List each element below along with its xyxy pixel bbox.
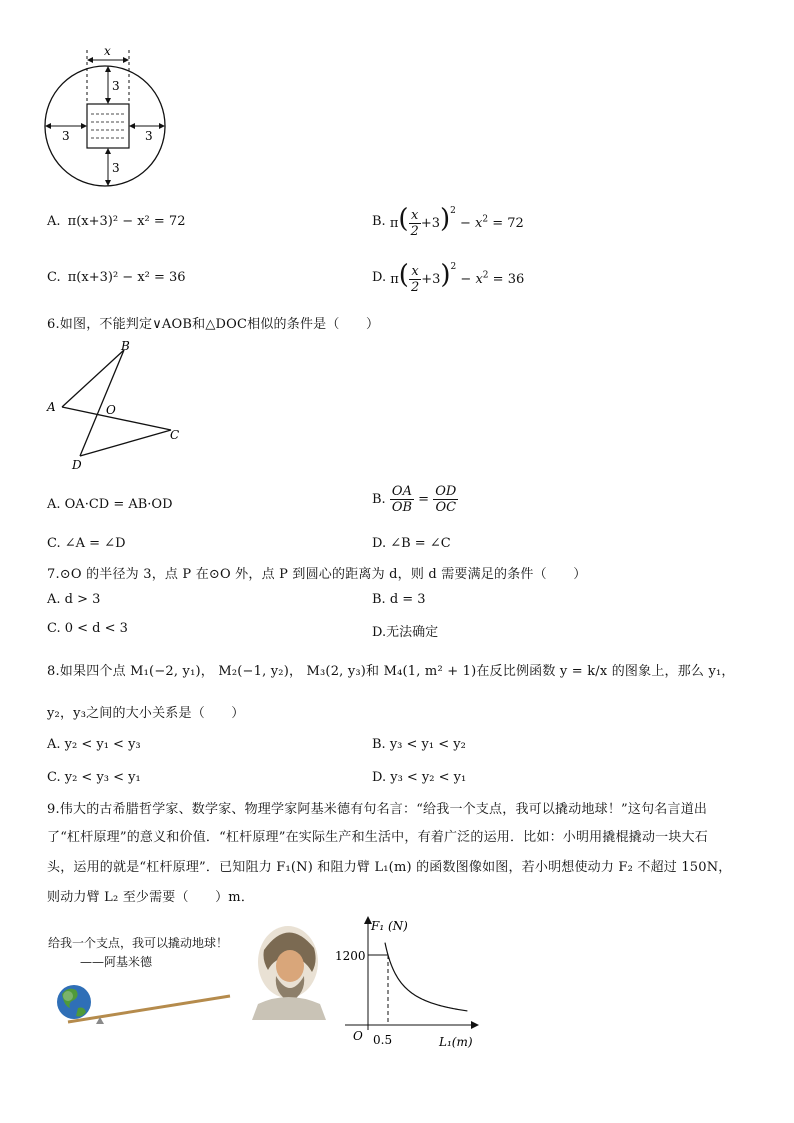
vertex-c: C [170, 428, 180, 442]
y-tick-label: 1200 [335, 949, 366, 963]
vertex-b: B [121, 339, 130, 353]
q7-option-a[interactable]: A. d > 3 [47, 592, 101, 607]
q6-option-a[interactable]: A. OA·CD = AB·OD [47, 497, 173, 512]
lever-function-graph [335, 912, 485, 1052]
earth-icon [57, 985, 91, 1019]
q7-option-d[interactable]: D.无法确定 [372, 625, 439, 640]
q8-option-b[interactable]: B. y₃ < y₁ < y₂ [372, 737, 466, 752]
label-left: 3 [62, 129, 70, 143]
vertex-o: O [106, 403, 116, 417]
q5-option-d-expr: π( $\frac{x}{2}$ $+3)^2 - x^2 = 36$ [390, 260, 525, 295]
q6-stem: 6.如图，不能判定∨AOB和△DOC相似的条件是（ ） [47, 317, 380, 332]
q6-option-b-expr: $\frac{OA}{OB}$ = $\frac{OD}{OC}$ [391, 484, 457, 515]
label-bottom: 3 [112, 161, 120, 175]
q8-stem-line2: y₂，y₃之间的大小关系是（ ） [47, 706, 245, 721]
q9-line1: 9.伟大的古希腊哲学家、数学家、物理学家阿基米德有句名言：“给我一个支点，我可以撬动地球！”这句名言道出 [47, 802, 708, 817]
vertex-d: D [72, 458, 82, 472]
lever [68, 996, 230, 1022]
q6-option-b[interactable] [372, 484, 458, 515]
figure-triangles [44, 336, 194, 476]
archimedes-quote-author: ——阿基米德 [80, 955, 153, 969]
q5-option-b[interactable] [372, 204, 524, 239]
label-right: 3 [145, 129, 153, 143]
q5-option-d-label: D. [372, 270, 387, 285]
origin-label: O [353, 1029, 363, 1043]
inner-square [87, 104, 129, 148]
q5-option-c-expr: π(x+3)² − x² = 36 [67, 270, 186, 285]
q5-option-b-expr: π( $\frac{x}{2}$ $+3)^2 - x^2 = 72$ [389, 204, 524, 239]
q9-line2: 了“杠杆原理”的意义和价值．“杠杆原理”在实际生产和生活中，有着广泛的运用．比如：小明用撬棍撬动一块大石 [47, 830, 708, 845]
q5-option-a-expr: π(x+3)² − x² = 72 [67, 214, 186, 229]
archimedes-illustration [52, 920, 332, 1030]
vertex-a: A [47, 400, 56, 414]
q6-option-b-label: B. [372, 492, 386, 507]
figure-circle-square [40, 42, 170, 192]
q7-option-c[interactable]: C. 0 < d < 3 [47, 621, 128, 636]
label-x: x [104, 44, 111, 58]
q6-option-d[interactable]: D. ∠B = ∠C [372, 536, 451, 551]
q5-option-a-label: A. [47, 214, 61, 229]
q9-line4: 则动力臂 L₂ 至少需要（ ）m． [47, 890, 255, 905]
q8-option-c[interactable]: C. y₂ < y₃ < y₁ [47, 770, 141, 785]
archimedes-quote: 给我一个支点，我可以撬动地球！ [48, 936, 229, 950]
q6-option-c[interactable]: C. ∠A = ∠D [47, 536, 126, 551]
series-curve [385, 943, 467, 1011]
y-axis-label: F₁ (N) [371, 919, 408, 933]
q5-option-c[interactable] [47, 270, 186, 285]
q9-line3: 头，运用的就是“杠杆原理”．已知阻力 F₁(N) 和阻力臂 L₁(m) 的函数图像如图，若小明想使动力 F₂ 不超过 150N， [47, 860, 732, 875]
q8-option-d[interactable]: D. y₃ < y₂ < y₁ [372, 770, 467, 785]
label-top: 3 [112, 79, 120, 93]
archimedes-portrait [252, 926, 326, 1020]
q5-option-a[interactable] [47, 214, 185, 229]
graph-marks [368, 943, 467, 1025]
q8-stem-line1: 8.如果四个点 M₁(−2, y₁)， M₂(−1, y₂)， M₃(2, y₃)和 M₄(1, m² + 1)在反比例函数 y = k/x 的图象上，那么 y₁， [47, 664, 735, 679]
q7-option-b[interactable]: B. d = 3 [372, 592, 426, 607]
q5-option-b-label: B. [372, 214, 386, 229]
q8-option-a[interactable]: A. y₂ < y₁ < y₃ [47, 737, 141, 752]
q7-stem: 7.⊙O 的半径为 3，点 P 在⊙O 外，点 P 到圆心的距离为 d，则 d 需要满足的条件（ ） [47, 567, 587, 582]
x-tick-label: 0.5 [373, 1033, 393, 1047]
x-axis-label: L₁(m) [439, 1035, 473, 1049]
q5-option-c-label: C. [47, 270, 61, 285]
q5-option-d[interactable] [372, 260, 524, 295]
